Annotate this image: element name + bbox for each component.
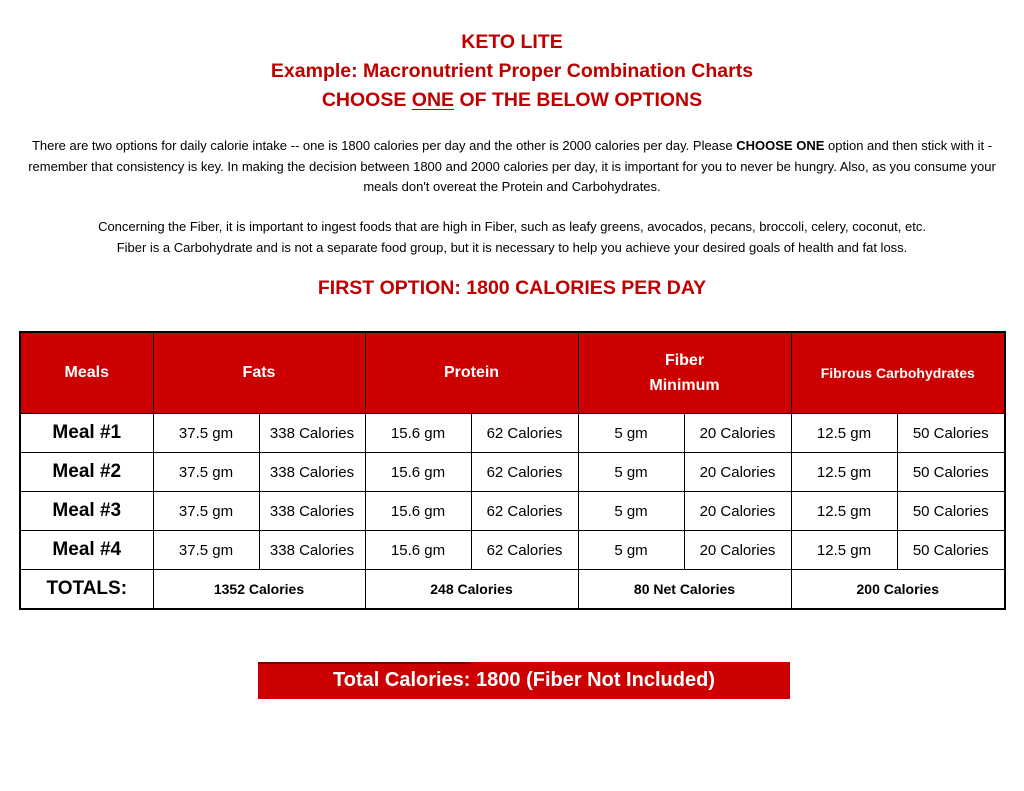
document-title (0, 28, 1024, 115)
title-line-2: Example: Macronutrient Proper Combination Charts (270, 60, 754, 82)
fiber-calories: 20 Calories (684, 531, 791, 570)
carb-grams: 12.5 gm (791, 531, 897, 570)
fat-calories: 338 Calories (259, 531, 365, 570)
table-row (20, 414, 1005, 453)
intro-p2-line-2: Fiber is a Carbohydrate and is not a separate food group, but it is necessary to help you achieve your desired goals of health and fat loss. (116, 239, 908, 255)
fiber-calories: 20 Calories (684, 414, 791, 453)
intro-p2-line-1: Concerning the Fiber, it is important to ingest foods that are high in Fiber, such as leafy greens, avocados, pecans, broccoli, celery, coconut, etc. (98, 219, 926, 234)
intro-paragraph-2 (14, 217, 1010, 258)
protein-calories: 62 Calories (471, 414, 578, 453)
table-header-row (20, 332, 1005, 414)
protein-calories: 62 Calories (471, 492, 578, 531)
totals-protein: 248 Calories (365, 570, 578, 610)
header-meals: Meals (20, 332, 153, 414)
carb-grams: 12.5 gm (791, 414, 897, 453)
macronutrient-table (19, 331, 1006, 610)
totals-label: TOTALS: (20, 570, 153, 610)
title-line-3-emphasis: ONE (411, 89, 455, 111)
header-fiber-line-2: Minimum (649, 377, 720, 394)
protein-grams: 15.6 gm (365, 531, 471, 570)
protein-grams: 15.6 gm (365, 453, 471, 492)
totals-carbs: 200 Calories (791, 570, 1005, 610)
totals-fats: 1352 Calories (153, 570, 365, 610)
carb-calories: 50 Calories (897, 531, 1005, 570)
intro-paragraph-1 (14, 136, 1010, 198)
fat-grams: 37.5 gm (153, 531, 259, 570)
header-carbs: Fibrous Carbohydrates (791, 332, 1005, 414)
fat-calories: 338 Calories (259, 414, 365, 453)
banner-top-edge (258, 662, 471, 664)
title-line-1: KETO LITE (461, 31, 563, 53)
table-row (20, 453, 1005, 492)
protein-calories: 62 Calories (471, 453, 578, 492)
carb-grams: 12.5 gm (791, 492, 897, 531)
fat-calories: 338 Calories (259, 453, 365, 492)
intro-p1-bold: CHOOSE ONE (736, 138, 825, 153)
carb-calories: 50 Calories (897, 453, 1005, 492)
fat-grams: 37.5 gm (153, 492, 259, 531)
fiber-grams: 5 gm (578, 492, 684, 531)
header-protein: Protein (365, 332, 578, 414)
fat-calories: 338 Calories (259, 492, 365, 531)
totals-fiber: 80 Net Calories (578, 570, 791, 610)
meal-name: Meal #3 (20, 492, 153, 531)
header-fiber-line-1: Fiber (664, 352, 705, 369)
meal-name: Meal #2 (20, 453, 153, 492)
fat-grams: 37.5 gm (153, 453, 259, 492)
title-line-3 (0, 86, 1024, 115)
protein-calories: 62 Calories (471, 531, 578, 570)
title-line-3-pre: CHOOSE (321, 89, 412, 111)
header-fats: Fats (153, 332, 365, 414)
table-row (20, 492, 1005, 531)
meal-name: Meal #4 (20, 531, 153, 570)
option-title: FIRST OPTION: 1800 CALORIES PER DAY (317, 277, 707, 299)
fiber-grams: 5 gm (578, 531, 684, 570)
intro-p1-text-a: There are two options for daily calorie intake -- one is 1800 calories per day and the other is 2000 calories per day. Please (31, 138, 737, 153)
carb-calories: 50 Calories (897, 414, 1005, 453)
totals-row (20, 570, 1005, 610)
carb-grams: 12.5 gm (791, 453, 897, 492)
intro-p1-text-b: option and then stick with it - remember that consistency is key. In making the decision between 1800 and 2000 calories per day, it is important for you to never be hungry. Also, as you consume your meals don't overeat the Protein and Carbohydrates. (28, 138, 996, 194)
protein-grams: 15.6 gm (365, 492, 471, 531)
protein-grams: 15.6 gm (365, 414, 471, 453)
title-line-3-post: OF THE BELOW OPTIONS (454, 89, 703, 111)
table-row (20, 531, 1005, 570)
fat-grams: 37.5 gm (153, 414, 259, 453)
header-fiber (578, 332, 791, 414)
fiber-grams: 5 gm (578, 414, 684, 453)
total-calories-banner: Total Calories: 1800 (Fiber Not Included) (258, 662, 790, 699)
carb-calories: 50 Calories (897, 492, 1005, 531)
meal-name: Meal #1 (20, 414, 153, 453)
fiber-calories: 20 Calories (684, 453, 791, 492)
fiber-calories: 20 Calories (684, 492, 791, 531)
fiber-grams: 5 gm (578, 453, 684, 492)
